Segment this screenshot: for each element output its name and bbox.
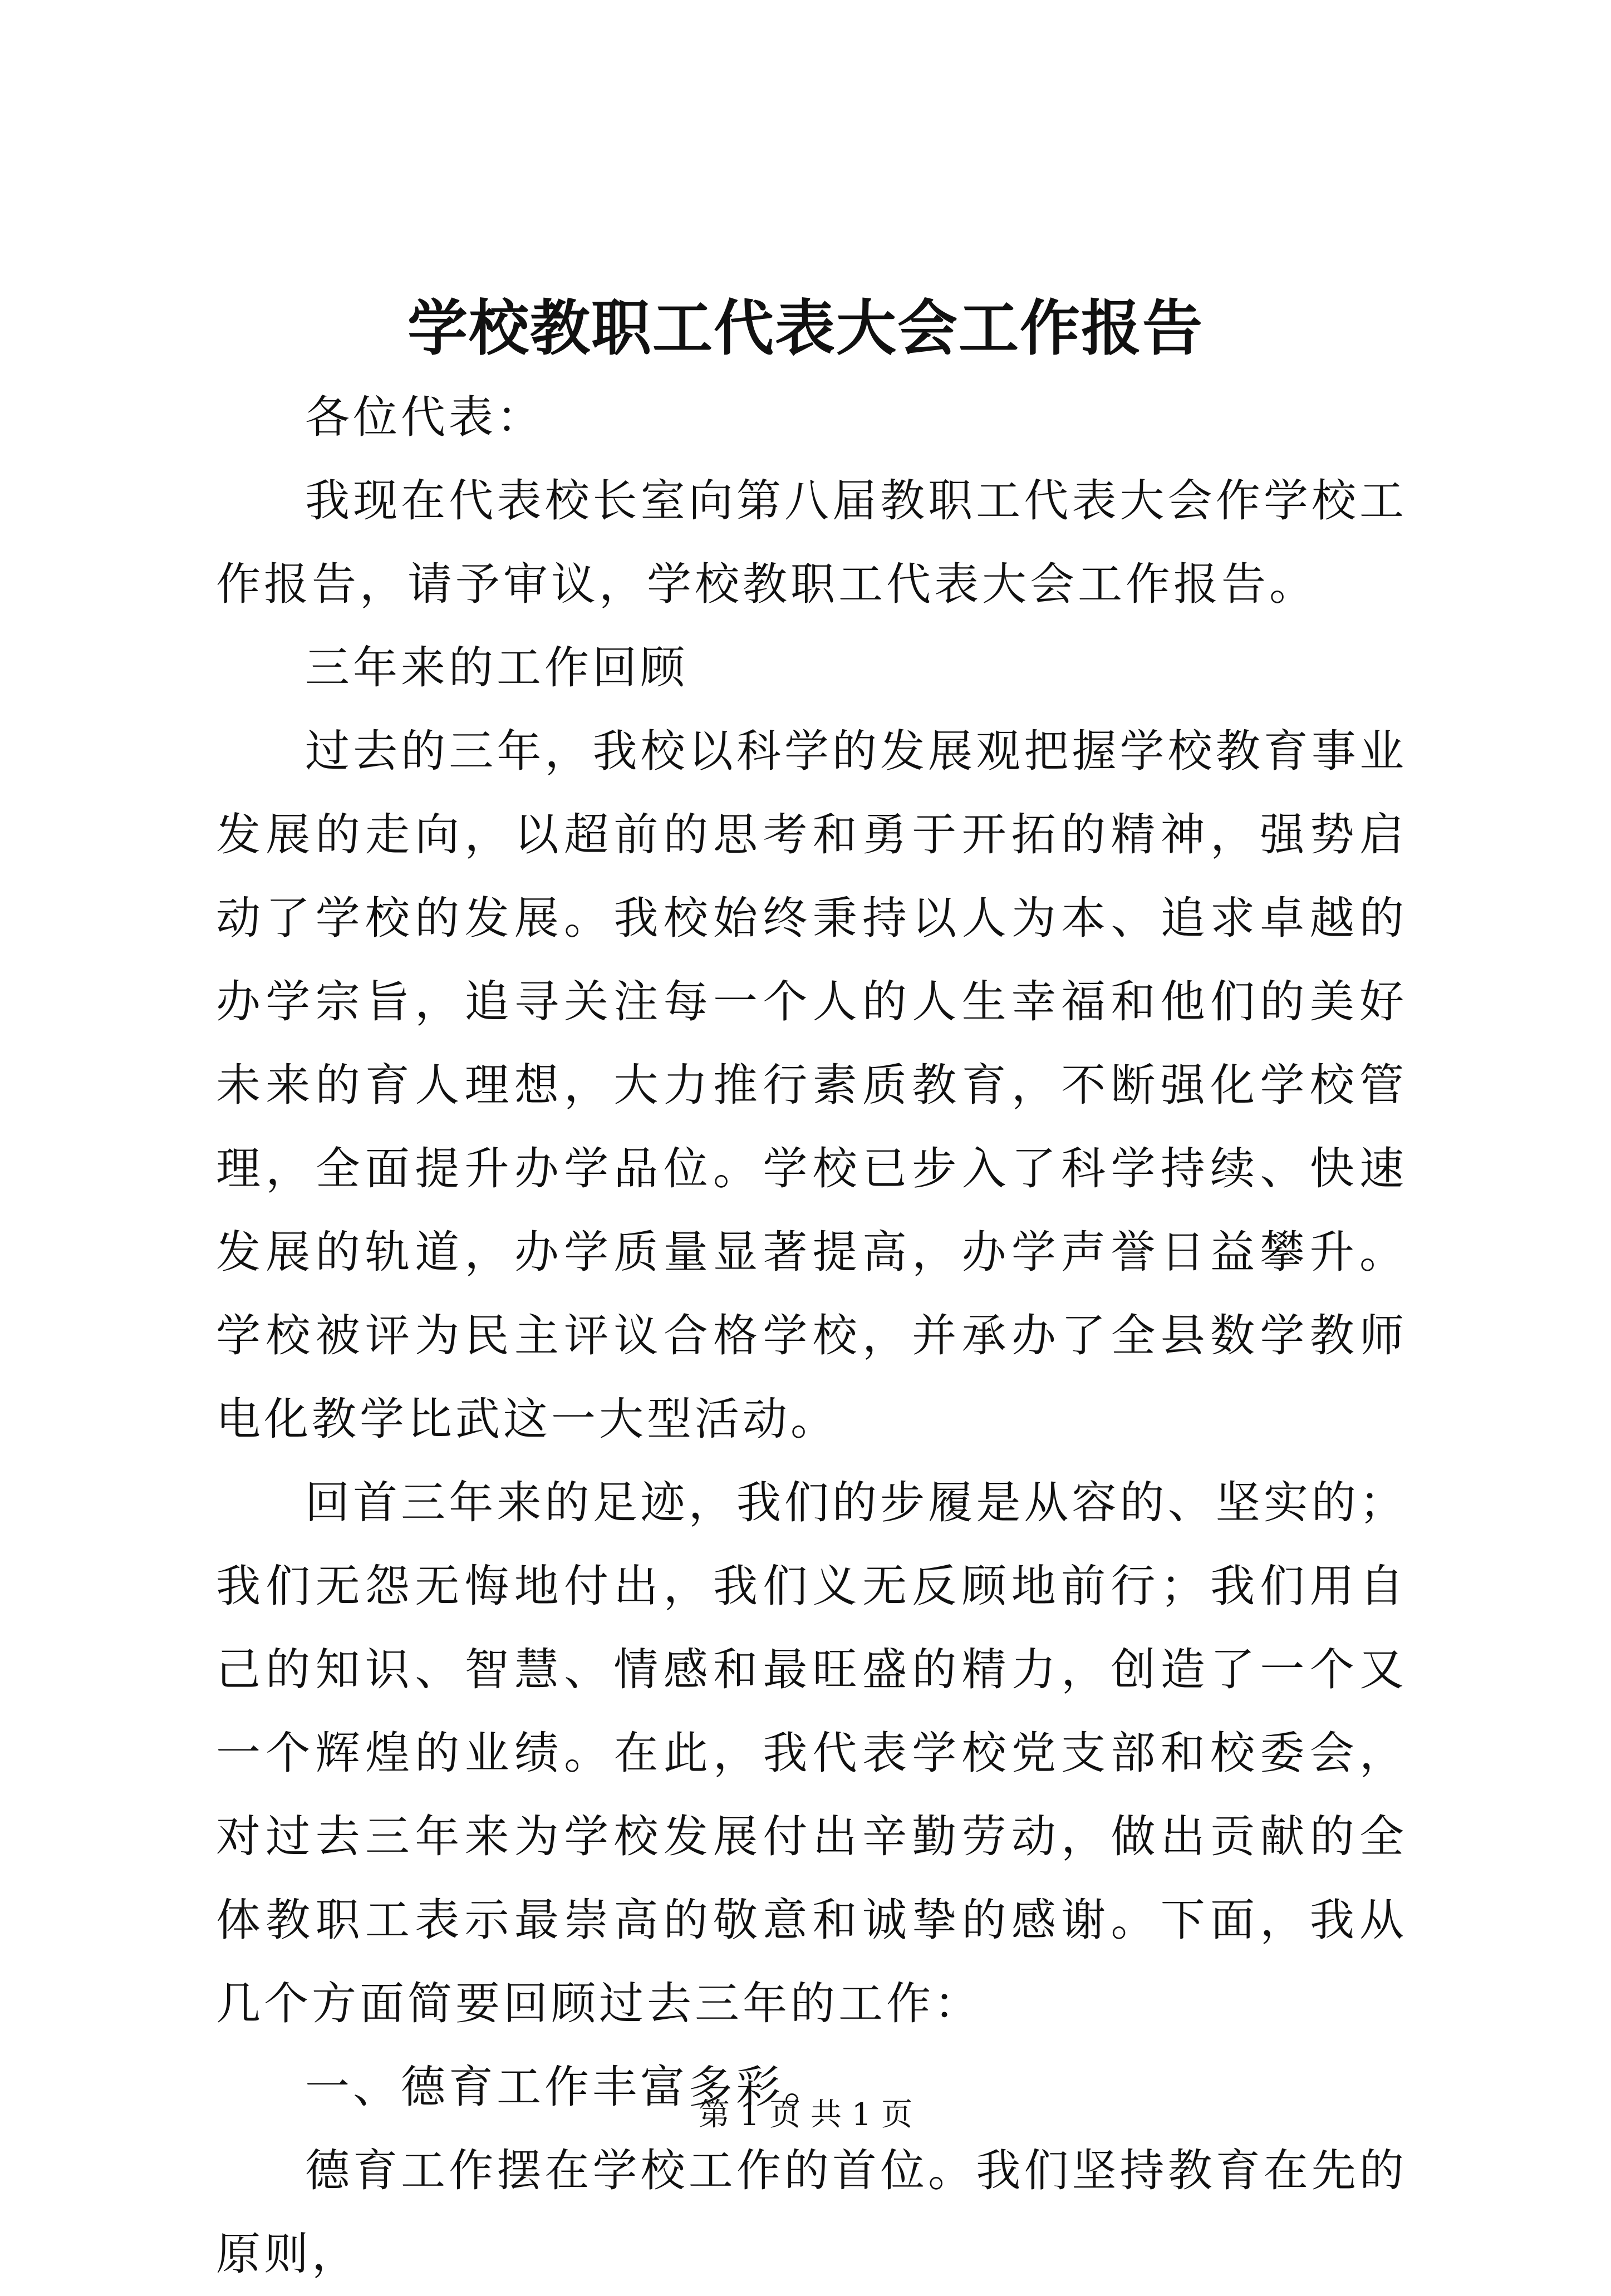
- body-paragraph: 过去的三年，我校以科学的发展观把握学校教育事业发展的走向，以超前的思考和勇于开拓的精神，强势启动了学校的发展。我校始终秉持以人为本、追求卓越的办学宗旨，追寻关注每一个人的人生幸福和他们的美好未来的育人理想，大力推行素质教育，不断强化学校管理，全面提升办学品位。学校已步入了科学持续、快速发展的轨道，办学质量显著提高，办学声誉日益攀升。学校被评为民主评议合格学校，并承办了全县数学教师电化教学比武这一大型活动。: [216, 725, 1407, 1445]
- salutation-paragraph: 各位代表：: [305, 391, 544, 443]
- page-footer: 第 1 页 共 1 页: [698, 2097, 913, 2133]
- body-paragraph: 德育工作摆在学校工作的首位。我们坚持教育在先的原则，: [216, 2145, 1407, 2280]
- document-body: [216, 376, 1407, 2296]
- document-title: 学校教职工代表大会工作报告: [407, 293, 1204, 363]
- subsection-heading: 一、德育工作丰富多彩。: [305, 2061, 832, 2113]
- section-heading: 三年来的工作回顾: [305, 642, 688, 694]
- body-paragraph: 回首三年来的足迹，我们的步履是从容的、坚实的；我们无怨无悔地付出，我们义无反顾地前行；我们用自己的知识、智慧、情感和最旺盛的精力，创造了一个又一个辉煌的业绩。在此，我代表学校党支部和校委会，对过去三年来为学校发展付出辛勤劳动，做出贡献的全体教职工表示最崇高的敬意和诚挚的感谢。下面，我从几个方面简要回顾过去三年的工作：: [216, 1477, 1407, 2029]
- intro-paragraph: 我现在代表校长室向第八届教职工代表大会作学校工作报告，请予审议，学校教职工代表大会工作报告。: [216, 475, 1407, 610]
